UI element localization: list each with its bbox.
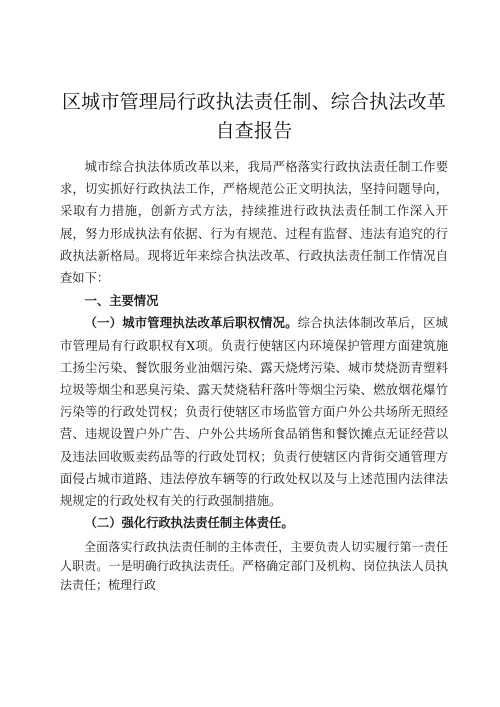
- subsection-2-heading-line: [60, 512, 448, 534]
- subsection-1-paragraph: [60, 312, 448, 512]
- title-line-1: 区城市管理局行政执法责任制、综合执法改革: [61, 91, 446, 113]
- subsection-2-body: 全面落实行政执法责任制的主体责任，主要负责人切实履行第一责任人职责。一是明确行政执法责任。严格确定部门及机构、岗位执法人员执法责任；梳理行政: [60, 540, 448, 593]
- section-1-heading: 一、主要情况: [84, 293, 159, 309]
- title-line-2: 自查报告: [215, 120, 293, 142]
- subsection-2-heading: （二）强化行政执法责任制主体责任。: [84, 515, 294, 531]
- subsection-1-body: 综合执法体制改革后，区城市管理局有行政职权有X项。负责行使辖区内环境保护管理方面建筑施工扬尘污染、餐饮服务业油烟污染、露天烧烤污染、城市焚烧沥青塑料垃圾等烟尘和恶臭污染、露天焚烧秸秆落叶等烟尘污染、燃放烟花爆竹污染等的行政处罚权；负责行使辖区市场监管方面户外公共场所无照经营、违规设置户外广告、户外公共场所食品销售和餐饮摊点无证经营以及违法回收贩卖药品等的行政处罚权；负责行使辖区内背街交通管理方面侵占城市道路、违法停放车辆等的行政处权以及与上述范围内法律法规规定的行政处权有关的行政强制措施。: [60, 316, 448, 509]
- subsection-1-heading: （一）城市管理执法改革后职权情况。: [84, 315, 298, 331]
- document-title: [60, 88, 448, 146]
- intro-paragraph: 城市综合执法体质改革以来，我局严格落实行政执法责任制工作要求，切实抓好行政执法工作，严格规范公正文明执法，坚持问题导向，采取有力措施，创新方式方法，持续推进行政执法责任制工作深入开展，努力形成执法有依据、行为有规范、过程有监督、违法有追究的行政执法新格局。现将近年来综合执法改革、行政执法责任制工作情况自查如下：: [60, 160, 448, 286]
